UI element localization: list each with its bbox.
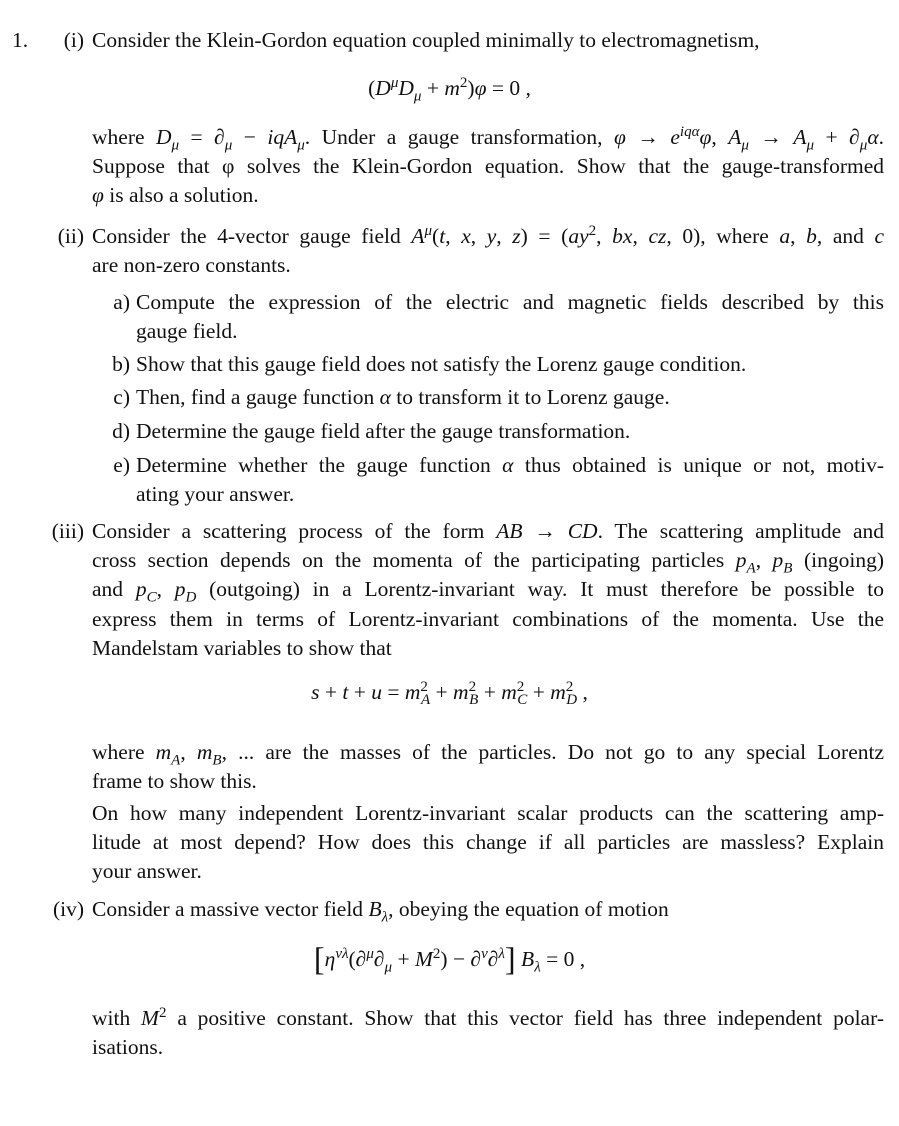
item-e-line1: Determine whether the gauge function α thus obtained is unique or not, motiv- bbox=[136, 453, 884, 477]
part-iv-label: (iv) bbox=[52, 897, 84, 921]
part-i-line3: Suppose that φ solves the Klein-Gordon equation. Show that the gauge-transformed bbox=[92, 154, 884, 179]
part-i-where-line: where $D_\mu = \partial_\mu - iqA_\mu$. Under a gauge transformation, $\varphi \to e^{iq\alpha}\varphi$, $A_\mu \to A_\mu + \partial_\mu\alpha$. bbox=[92, 123, 884, 154]
part-ii-label: (ii) bbox=[57, 224, 84, 248]
part-iii-line10: your answer. bbox=[92, 859, 202, 884]
part-iv-intro bbox=[92, 895, 884, 924]
part-iii-line7: frame to show this. bbox=[92, 769, 257, 794]
item-a-line2: gauge field. bbox=[136, 319, 238, 344]
part-iii-line1: Consider a scattering process of the form AB → CD. The scattering amplitude and bbox=[92, 519, 885, 543]
part-iii-line6: where $m_A$, $m_B$, ... are the masses of the particles. Do not go to any special Lorentz bbox=[92, 740, 885, 769]
item-a-text bbox=[136, 288, 884, 346]
part-i-line4: φ is also a solution. bbox=[92, 183, 259, 208]
proca-equation: $[\eta^{\nu\lambda}(\partial^\mu\partial_\mu + M^2) - \partial^\nu\partial^\lambda] B_\lambda = 0$ , bbox=[313, 941, 586, 977]
item-e-text bbox=[136, 451, 884, 509]
part-ii-intro bbox=[92, 222, 884, 280]
part-i-label: (i) bbox=[63, 28, 84, 52]
part-iv-body bbox=[92, 1004, 884, 1062]
mandelstam-equation: $s + t + u = m^2_A + m^2_B + m^2_C + m^2_D$ , bbox=[311, 678, 588, 709]
part-iv-line3: isations. bbox=[92, 1035, 164, 1060]
part-iii-line9: litude at most depend? How does this change if all particles are massless? Explain bbox=[92, 830, 884, 855]
item-d-line1: Determine the gauge field after the gauge transformation. bbox=[136, 419, 631, 443]
part-iii-body-2 bbox=[92, 738, 884, 796]
question-number: 1. bbox=[12, 28, 29, 52]
part-iv-line1: Consider a massive vector field $B_\lambda$, obeying the equation of motion bbox=[92, 897, 669, 926]
part-ii-intro-line2: are non-zero constants. bbox=[92, 253, 291, 278]
item-b-text bbox=[136, 350, 884, 379]
part-iii-line8: On how many independent Lorentz-invariant scalar products can the scattering amp- bbox=[92, 801, 884, 825]
part-iii-label: (iii) bbox=[51, 519, 84, 543]
item-d-label: d) bbox=[112, 419, 130, 443]
part-i-intro bbox=[92, 26, 884, 55]
part-ii-intro-line1: Consider the 4-vector gauge field $A^\mu(t$, x, y, $z) = (ay^2$, bx, cz, 0), where a, b, and c bbox=[92, 222, 885, 248]
item-c-text bbox=[136, 383, 884, 412]
klein-gordon-equation: $(D^\mu D_\mu + m^2)\varphi = 0$ , bbox=[368, 74, 531, 105]
item-e-label: e) bbox=[113, 453, 130, 477]
item-d-text bbox=[136, 417, 884, 446]
part-iii-line4: express them in terms of Lorentz-invariant combinations of the momenta. Use the bbox=[92, 606, 884, 631]
part-iii-line2: cross section depends on the momenta of the participating particles $p_A$, $p_B$ (ingoing) bbox=[92, 548, 884, 577]
part-iii-body-3 bbox=[92, 799, 884, 887]
part-i-body bbox=[92, 123, 884, 211]
part-iv-line2: with $M^2$ a positive constant. Show that this vector field has three independent polar- bbox=[92, 1004, 884, 1030]
part-iii-line3: and $p_C$, $p_D$ (outgoing) in a Lorentz-invariant way. It must therefore be possible to bbox=[92, 577, 885, 606]
part-i-line1: Consider the Klein-Gordon equation coupled minimally to electromagnetism, bbox=[92, 28, 760, 52]
item-a-line1: Compute the expression of the electric and magnetic fields described by this bbox=[136, 290, 884, 314]
item-a-label: a) bbox=[113, 290, 130, 314]
item-b-line1: Show that this gauge field does not satisfy the Lorenz gauge condition. bbox=[136, 352, 747, 376]
part-iii-line5: Mandelstam variables to show that bbox=[92, 635, 392, 660]
item-c-line1: Then, find a gauge function α to transform it to Lorenz gauge. bbox=[136, 385, 670, 409]
item-c-label: c) bbox=[113, 385, 130, 409]
item-e-line2: ating your answer. bbox=[136, 482, 295, 507]
part-iii-body bbox=[92, 517, 884, 663]
item-b-label: b) bbox=[112, 352, 130, 376]
